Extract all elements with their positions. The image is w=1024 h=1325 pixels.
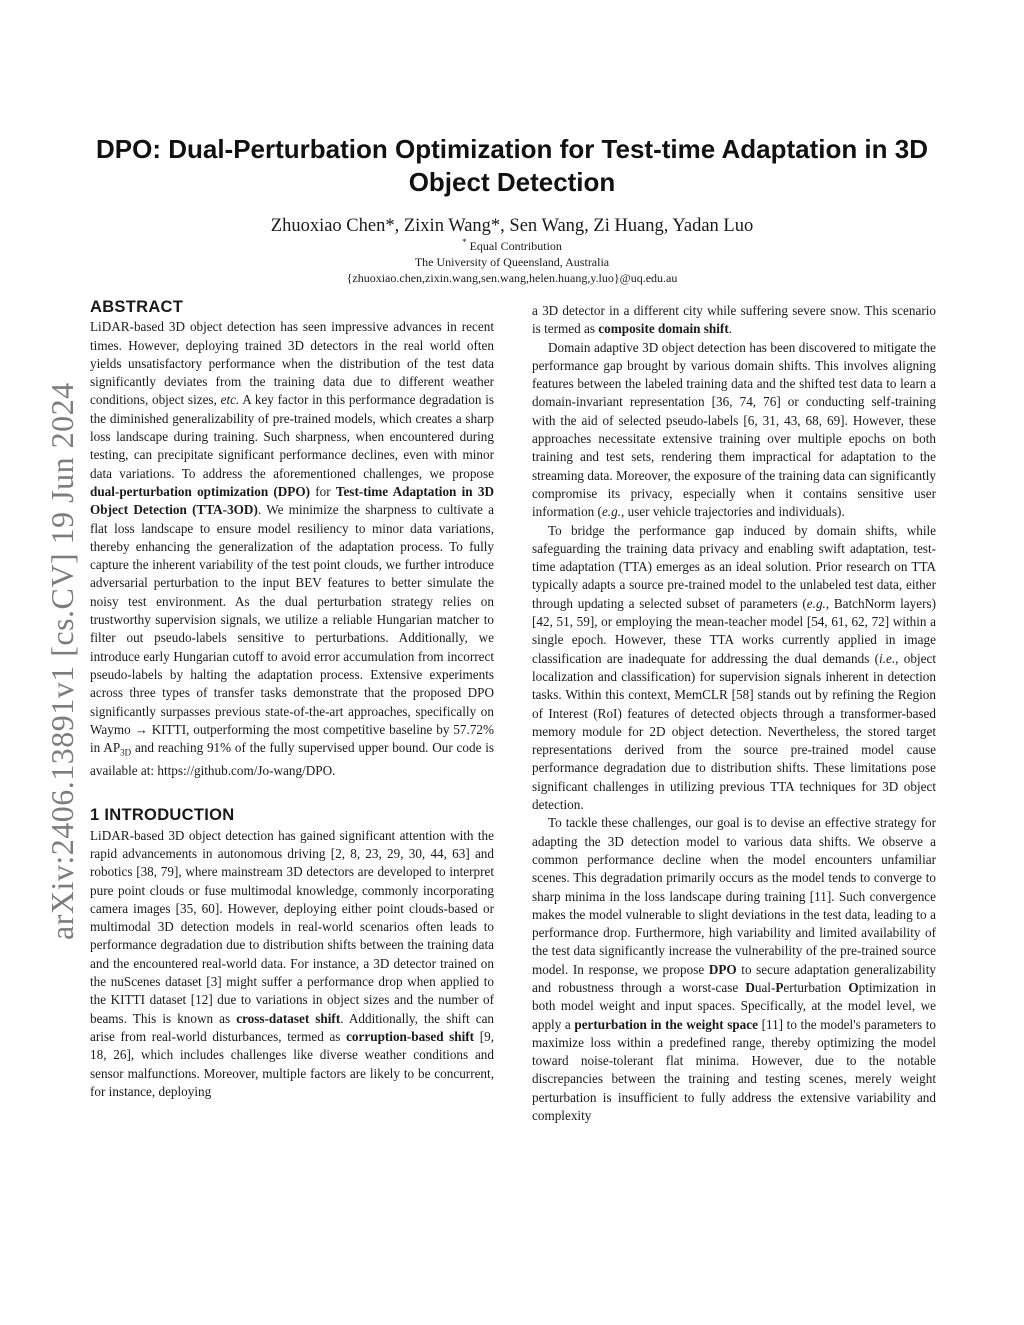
abstract-heading: ABSTRACT xyxy=(90,298,184,316)
equal-contribution-text: Equal Contribution xyxy=(469,239,562,253)
paper-title: DPO: Dual-Perturbation Optimization for Test-time Adaptation in 3D Object Detection xyxy=(95,134,928,197)
intro-paragraph-1: LiDAR-based 3D object detection has gained significant attention with the rapid advancements in autonomous driving [2, 8, 23, 29, 30, 44, 63] and robotics [38, 79], where mainstream 3D detectors are developed to interpret pure point clouds or fuse multimodal knowledge, commonly incorporating camera images [35, 60]. However, deploying either point clouds-based or multimodal 3D detection models in real-world scenarios often leads to performance degradation due to distribution shifts between the training data and the encountered real-world data. For instance, a 3D detector trained on the nuScenes dataset [3] might suffer a performance drop when applied to the KITTI dataset [12] due to variations in object sizes and the number of beams. This is known as cross-dataset shift. Additionally, the shift can arise from real-world disturbances, termed as corruption-based shift [9, 18, 26], which includes challenges like diverse weather conditions and sensor malfunctions. Moreover, multiple factors are likely to be concurrent, for instance, deploying xyxy=(90,827,495,1099)
arxiv-identifier-stamp: arXiv:2406.13891v1 [cs.CV] 19 Jun 2024 xyxy=(44,382,80,940)
affiliation-block xyxy=(80,238,944,286)
institution: The University of Queensland, Australia xyxy=(414,255,610,269)
abstract-text: LiDAR-based 3D object detection has seen impressive advances in recent times. However, deploying trained 3D detectors in the real world often yields unsatisfactory performance when the distribution of the test data significantly deviates from the training data due to different weather conditions, object sizes, etc. A key factor in this performance degradation is the diminished generalizability of pre-trained models, which creates a sharp loss landscape during training. Such sharpness, when encountered during testing, can precipitate significant performance declines, even with minor data variations. To address the aforementioned challenges, we propose dual-perturbation optimization (DPO) for Test-time Adaptation in 3D Object Detection (TTA-3OD). We minimize the sharpness to cultivate a flat loss landscape to ensure model resiliency to minor data variations, thereby enhancing the generalization of the adaptation process. To fully capture the inherent variability of the test point clouds, we further introduce adversarial perturbation to the input BEV features to better simulate the noisy test environment. As the dual perturbation strategy relies on trustworthy supervision signals, we utilize a reliable Hungarian matcher to filter out pseudo-labels sensitive to perturbations. Additionally, we introduce early Hungarian cutoff to avoid error accumulation from incorrect pseudo-labels by halting the adaptation process. Extensive experiments across three types of transfer tasks demonstrate that the proposed DPO significantly surpasses previous state-of-the-art approaches, specifically on Waymo → KITTI, outperforming the most competitive baseline by 57.72% in $AP_{3D}$ and reaching 91% of the fully supervised upper bound. Our code is available at: https://github.com/Jo-wang/DPO. xyxy=(90,319,494,779)
equal-contribution-note xyxy=(80,238,944,254)
intro-paragraph-4: To tackle these challenges, our goal is to devise an effective strategy for adapting the 3D detection model to various data shifts. We observe a common performance decline when the model encounters unfamiliar scenes. This degradation primarily occurs as the model tends to converge to sharp minima in the loss landscape during training [11]. Such convergence makes the model vulnerable to slight deviations in the test data, leading to a performance drop. Furthermore, high variability and limited availability of the test data significantly increase the vulnerability of the pre-trained source model. In response, we propose DPO to secure adaptation generalizability and robustness through a worst-case Dual-Perturbation Optimization in both model weight and input spaces. Specifically, at the model level, we apply a perturbation in the weight space [11] to the model's parameters to maximize loss within a predefined range, thereby optimizing the model toward noise-tolerant flat minima. However, due to the notable discrepancies between the training and testing scenes, merely weight perturbation is insufficient to fully address the extensive variability and complexity xyxy=(532,815,937,1124)
right-column xyxy=(532,302,936,1125)
intro-paragraph-3: To bridge the performance gap induced by domain shifts, while safeguarding the training data privacy and enabling swift adaptation, test-time adaptation (TTA) emerges as an ideal solution. Prior research on TTA typically adapts a source pre-trained model to the unlabeled test data, either through updating a selected subset of parameters (e.g., BatchNorm layers) [42, 51, 59], or employing the mean-teacher model [54, 61, 62, 72] within a single epoch. However, these TTA works currently applied in image classification are inadequate for addressing the dual demands (i.e., object localization and classification) for supervision signals inherent in detection tasks. Within this context, MemCLR [58] stands out by refining the Region of Interest (RoI) features of detected objects through a transformer-based memory module for 2D object detection. Nevertheless, the stored target representations derived from the source pre-trained model cause performance degradation due to distribution shifts. These limitations pose significant challenges in utilizing previous TTA techniques for 3D object detection. xyxy=(532,522,937,813)
author-emails: {zhuoxiao.chen,zixin.wang,sen.wang,helen.huang,y.luo}@uq.edu.au xyxy=(346,271,678,285)
intro-paragraph-1-continued: a 3D detector in a different city while suffering severe snow. This scenario is termed as composite domain shift. xyxy=(532,303,936,337)
introduction-heading: 1 INTRODUCTION xyxy=(90,806,235,825)
author-list: Zhuoxiao Chen*, Zixin Wang*, Sen Wang, Zi Huang, Yadan Luo xyxy=(270,216,754,236)
equal-contribution-mark: * xyxy=(462,237,467,247)
intro-paragraph-2: Domain adaptive 3D object detection has been discovered to mitigate the performance gap brought by various domain shifts. This involves aligning features between the labeled training data and the shifted test data to learn a domain-invariant representation [36, 74, 76] or conducting self-training with the aid of selected pseudo-labels [6, 31, 43, 68, 69]. However, these approaches necessitate extensive training over multiple epochs on both training and test sets, rendering them impractical for adaptation to the streaming data. Moreover, the exposure of the training data can significantly compromise its privacy, especially when it contains sensitive user information (e.g., user vehicle trajectories and individuals). xyxy=(532,339,936,520)
left-column xyxy=(90,298,494,1101)
